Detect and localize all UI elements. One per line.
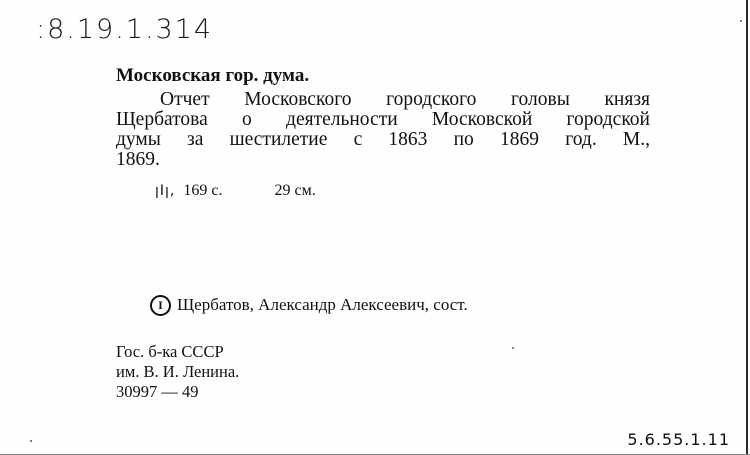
added-entry-text: Щербатов, Александр Алексеевич, сост. bbox=[177, 295, 468, 314]
accession-number: 5.6.55.1.11 bbox=[627, 430, 730, 449]
library-line-2: им. В. И. Ленина. bbox=[116, 362, 240, 381]
shelfmark: :8.19.1.314 bbox=[36, 14, 214, 45]
title-description bbox=[116, 90, 650, 170]
collation-size: 29 см. bbox=[274, 182, 316, 199]
collation bbox=[155, 182, 316, 200]
library-line-3: 30997 — 49 bbox=[116, 382, 199, 401]
scan-speck bbox=[740, 20, 742, 22]
description-line-4: 1869. bbox=[116, 149, 160, 170]
main-heading: Московская гор. дума. bbox=[116, 65, 310, 86]
scan-speck bbox=[512, 347, 514, 349]
added-entry bbox=[150, 295, 468, 316]
library-stamp bbox=[116, 342, 239, 402]
library-line-1: Гос. б-ка СССР bbox=[116, 342, 224, 361]
card-right-edge bbox=[746, 0, 748, 455]
description-line-1: Отчет Московского городского головы князя bbox=[160, 89, 650, 110]
description-line-3: думы за шестилетие с 1863 по 1869 год. М., bbox=[116, 129, 650, 150]
description-line-2: Щербатова о деятельности Московской городской bbox=[116, 109, 650, 130]
added-entry-number: I bbox=[150, 295, 171, 316]
scan-speck bbox=[30, 440, 32, 442]
collation-pages: 169 с. bbox=[183, 182, 223, 199]
collation-roman: ꞁIꞁ, bbox=[155, 183, 176, 199]
